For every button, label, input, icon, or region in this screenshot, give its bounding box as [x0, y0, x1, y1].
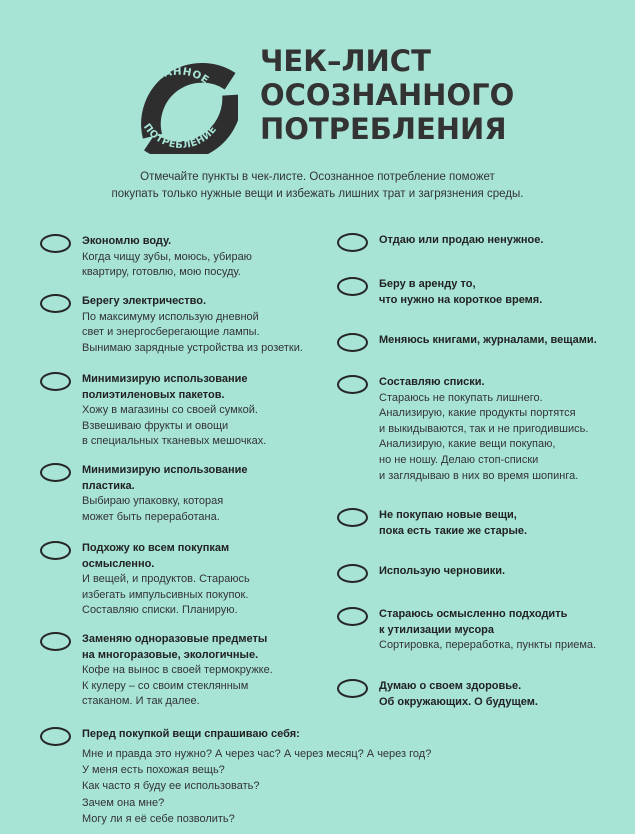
intro-line-1: Отмечайте пункты в чек-листе. Осознанное потребление поможет: [140, 171, 495, 183]
checkbox-circle[interactable]: [337, 607, 368, 626]
page-title: [260, 44, 514, 146]
item-text: Перед покупкой вещи спрашиваю себя: Мне и правда это нужно? А через час? А через месяц? А через год? У меня есть похожая вещь? Как часто я буду ее использовать? Зачем она мне? Могу ли я её себе позволить?: [82, 728, 432, 826]
item-text: Берегу электричество. По максимуму использую дневной свет и энергосберегающие лампы. Вынимаю зарядные устройства из розетки.: [82, 295, 303, 354]
title-line-3: ПОТРЕБЛЕНИЯ: [260, 112, 507, 146]
item-text: Меняюсь книгами, журналами, вещами.: [379, 334, 597, 346]
item-text: Думаю о своем здоровье. Об окружающих. О будущем.: [379, 680, 538, 708]
checkbox-circle[interactable]: [337, 679, 368, 698]
checkbox-circle[interactable]: [337, 233, 368, 252]
item-text: Заменяю одноразовые предметы на многоразовые, экологичные. Кофе на вынос в своей термокружке. К кулеру – со своим стеклянным стаканом. И так далее.: [82, 633, 273, 708]
conscious-consumption-logo: [120, 36, 238, 154]
item-text: Подхожу ко всем покупкам осмысленно. И вещей, и продуктов. Стараюсь избегать импульсивных покупок. Составляю списки. Планирую.: [82, 542, 250, 617]
checkbox-circle[interactable]: [40, 541, 71, 560]
intro-text: [60, 169, 575, 203]
checkbox-circle[interactable]: [337, 277, 368, 296]
checkbox-circle[interactable]: [40, 463, 71, 482]
item-text: Не покупаю новые вещи, пока есть такие же старые.: [379, 509, 528, 537]
logo-top-text: ОСОЗНАННОЕ: [127, 65, 212, 110]
title-line-1: ЧЕК–ЛИСТ: [260, 44, 431, 78]
item-text: Беру в аренду то, что нужно на короткое время.: [379, 278, 543, 306]
checkbox-circle[interactable]: [40, 234, 71, 253]
item-text: Минимизирую использование полиэтиленовых пакетов. Хожу в магазины со своей сумкой. Взвешиваю фрукты и овощи в специальных тканевых мешочках.: [82, 373, 267, 448]
item-text: Стараюсь осмысленно подходить к утилизации мусора Сортировка, переработка, пункты приема.: [379, 608, 597, 652]
checkbox-circle[interactable]: [337, 508, 368, 527]
checkbox-circle[interactable]: [337, 333, 368, 352]
item-text: Экономлю воду. Когда чищу зубы, моюсь, убираю квартиру, готовлю, мою посуду.: [82, 235, 252, 279]
item-text: Минимизирую использование пластика. Выбираю упаковку, которая может быть переработана.: [82, 464, 248, 523]
checkbox-circle[interactable]: [40, 632, 71, 651]
checkbox-circle[interactable]: [337, 564, 368, 583]
checkbox-circle[interactable]: [337, 375, 368, 394]
checkbox-circle[interactable]: [40, 727, 71, 746]
item-text: Использую черновики.: [379, 565, 506, 577]
logo-bottom-text: ПОТРЕБЛЕНИЕ: [140, 121, 220, 152]
title-line-2: ОСОЗНАННОГО: [260, 78, 515, 112]
checkbox-circle[interactable]: [40, 372, 71, 391]
checkbox-circle[interactable]: [40, 294, 71, 313]
intro-line-2: покупать только нужные вещи и избежать лишних трат и загрязнения среды.: [111, 188, 524, 200]
item-text: Отдаю или продаю ненужное.: [379, 234, 544, 246]
item-text: Составляю списки. Стараюсь не покупать лишнего. Анализирую, какие продукты портятся и выкидываются, так и не пригодившись. Анализирую, какие вещи покупаю, но не ношу. Делаю стоп-списки и заглядываю в них во время шопинга.: [379, 376, 589, 482]
